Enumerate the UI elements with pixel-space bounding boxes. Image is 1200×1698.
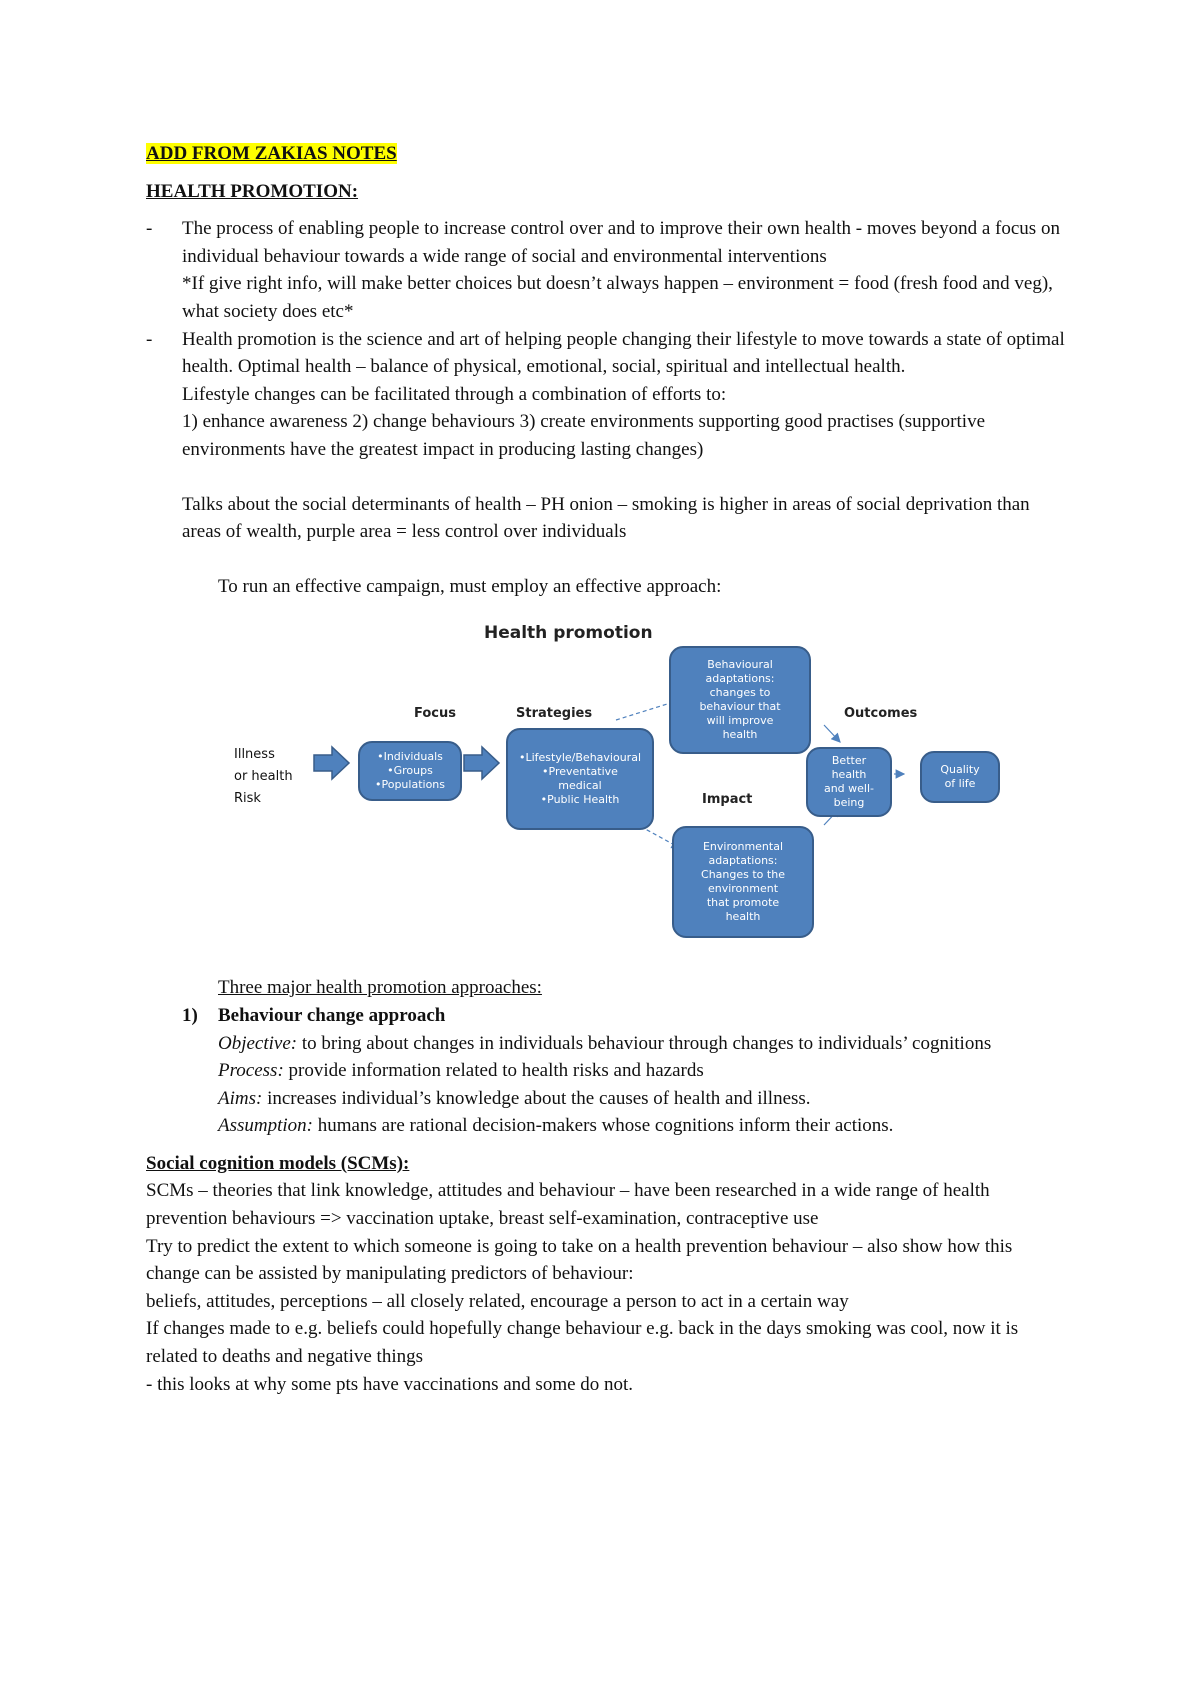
label-strategies: Strategies xyxy=(516,706,593,722)
bullet-text: 1) enhance awareness 2) change behaviours 3) create environments supporting good practises (supportive environments have the greatest impact in producing lasting changes) xyxy=(182,411,986,460)
determinants-paragraph: Talks about the social determinants of health – PH onion – smoking is higher in areas of social deprivation than areas of wealth, purple area = less control over individuals xyxy=(182,493,1030,543)
box-better-health xyxy=(806,747,892,817)
bullet-text: Lifestyle changes can be facilitated through a combination of efforts to: xyxy=(182,383,727,405)
label-outcomes: Outcomes xyxy=(844,706,918,722)
bullet-marker: - xyxy=(146,328,153,350)
scm-paragraph: Try to predict the extent to which someone is going to take on a health prevention behaviour – also show how this change can be assisted by manipulating predictors of behaviour: xyxy=(146,1235,1013,1285)
approach-number: 1) xyxy=(182,1004,198,1026)
diagram-title: Health promotion xyxy=(484,623,653,644)
risk-line: Risk xyxy=(234,791,261,807)
scm-paragraph: - this looks at why some pts have vaccinations and some do not. xyxy=(146,1373,634,1395)
scm-paragraph: SCMs – theories that link knowledge, attitudes and behaviour – have been researched in a wide range of health prevention behaviours => vaccination uptake, breast self-examination, contraceptive use xyxy=(146,1180,990,1230)
label-focus: Focus xyxy=(414,706,456,722)
bullet-note: *If give right info, will make better choices but doesn’t always happen – environment = food (fresh food and veg), what society does etc* xyxy=(182,273,1053,322)
campaign-paragraph: To run an effective campaign, must employ an effective approach: xyxy=(218,575,722,597)
document-page xyxy=(146,140,1066,1398)
arrow-behavioural-better xyxy=(824,725,840,742)
risk-line: or health xyxy=(234,769,293,785)
approach-objective: Objective: to bring about changes in individuals behaviour through changes to individuals’ cognitions xyxy=(218,1032,992,1054)
label-impact: Impact xyxy=(702,792,753,808)
health-promotion-diagram xyxy=(234,620,1014,960)
section-heading: HEALTH PROMOTION: xyxy=(146,180,359,202)
box-environmental-text: Environmental adaptations: Changes to the environment that promote health xyxy=(701,840,785,924)
scm-paragraph: If changes made to e.g. beliefs could hopefully change behaviour e.g. back in the days smoking was cool, now it is related to deaths and negative things xyxy=(146,1318,1019,1368)
bullet-item xyxy=(146,326,1066,464)
box-better-health-text: Better health and well- being xyxy=(823,754,875,810)
approach-aims: Aims: increases individual’s knowledge about the causes of health and illness. xyxy=(218,1087,811,1109)
header-note: ADD FROM ZAKIAS NOTES xyxy=(146,143,397,164)
scm-heading: Social cognition models (SCMs): xyxy=(146,1152,410,1174)
approaches-heading: Three major health promotion approaches: xyxy=(218,977,542,999)
approach-item xyxy=(146,1002,1066,1140)
big-arrow-focus xyxy=(464,747,499,779)
box-quality-of-life-text: Quality of life xyxy=(940,763,980,791)
risk-label xyxy=(234,744,293,810)
scm-paragraph: beliefs, attitudes, perceptions – all closely related, encourage a person to act in a certain way xyxy=(146,1290,849,1312)
bullet-text: The process of enabling people to increase control over and to improve their own health - moves beyond a focus on individual behaviour towards a wide range of social and environmental interventions xyxy=(182,218,1060,267)
approach-title: Behaviour change approach xyxy=(218,1004,446,1026)
box-strategies xyxy=(506,728,654,830)
approach-assumption: Assumption: humans are rational decision-makers whose cognitions inform their actions. xyxy=(218,1115,894,1137)
big-arrow-risk xyxy=(314,747,349,779)
box-behavioural xyxy=(669,646,811,754)
approach-process: Process: provide information related to health risks and hazards xyxy=(218,1060,704,1082)
bullet-text: Health promotion is the science and art of helping people changing their lifestyle to move towards a state of optimal health. Optimal health – balance of physical, emotional, social, spiritual and intellectual health. xyxy=(182,328,1065,378)
bullet-marker: - xyxy=(146,218,153,240)
box-environmental xyxy=(672,826,814,938)
box-strategies-text: •Lifestyle/Behavioural •Preventative medical •Public Health xyxy=(518,751,641,807)
bullet-item xyxy=(146,215,1066,325)
box-quality-of-life xyxy=(920,751,1000,803)
box-behavioural-text: Behavioural adaptations: changes to behaviour that will improve health xyxy=(699,658,781,742)
risk-line: Illness xyxy=(234,747,275,763)
box-focus xyxy=(358,741,462,801)
box-focus-text: •Individuals •Groups •Populations xyxy=(374,750,445,792)
